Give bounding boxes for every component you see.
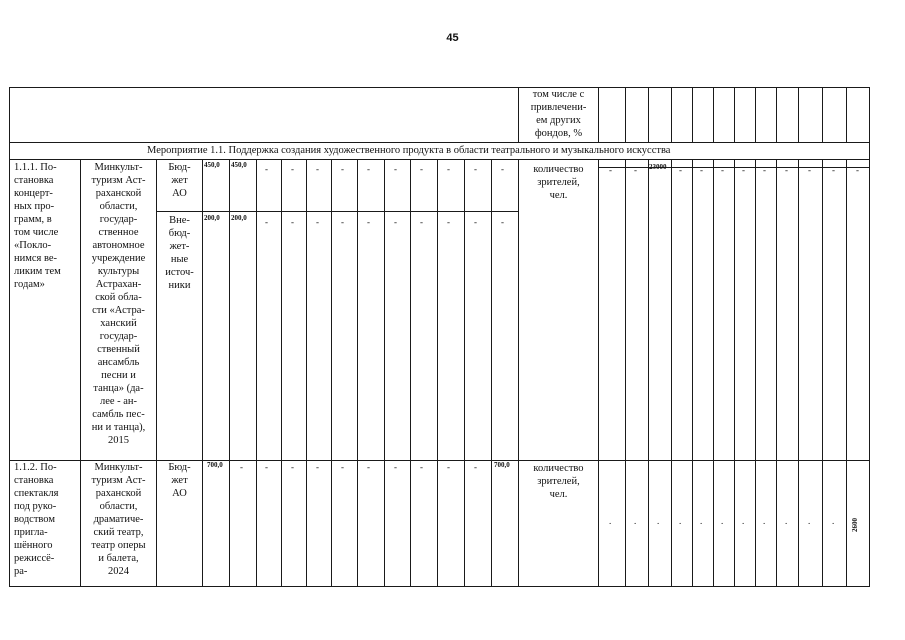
row1-indicator-dash: - (721, 165, 724, 175)
row1-executor-line: ни и танца), (91, 422, 146, 433)
body-col-line (598, 159, 599, 587)
indicator-line: чел. (549, 489, 568, 500)
header-bottom-border (9, 142, 870, 143)
row2-indicator-dot: . (657, 516, 660, 526)
header-col-line (713, 87, 714, 143)
header-indicator-line: том числе с (532, 89, 585, 100)
row2-indicator-dot: . (785, 516, 788, 526)
row1-indicator-dash: - (634, 165, 637, 175)
indicator-line: количество (533, 164, 584, 175)
source-line: жет (171, 175, 188, 186)
row1-budget-total: 450,0 (204, 161, 220, 169)
indicator-line: количество (533, 463, 584, 474)
row2-name-line: спектакля (14, 488, 59, 499)
row2-indicator-dot: . (634, 516, 637, 526)
body-col-line (437, 159, 438, 587)
source-line: жет- (169, 241, 190, 252)
row1-indicator-dash: - (700, 165, 703, 175)
row1-budget-dash: - (447, 164, 450, 174)
header-col-line (822, 87, 823, 143)
row1-indicator-dash: - (763, 165, 766, 175)
row2-budget-dash: - (394, 462, 397, 472)
row1-executor-line: Минкульт- (94, 162, 143, 173)
row1-name-line: ликим тем (14, 266, 61, 277)
source-line: бюд- (168, 228, 191, 239)
row1-budget-dash: - (316, 164, 319, 174)
body-col-line (202, 159, 203, 587)
row2-name-line: водством (14, 514, 56, 525)
row1-name-line: годам» (14, 279, 45, 290)
body-col-line (491, 159, 492, 587)
header-col-line (671, 87, 672, 143)
row2-executor-line: и балета, (98, 553, 139, 564)
row2-name-line: становка (14, 475, 54, 486)
row1-budget-dash: - (394, 164, 397, 174)
header-col-line (625, 87, 626, 143)
row1-indicator-dash: - (832, 165, 835, 175)
row1-executor-line: культуры (97, 266, 140, 277)
row1-indicator-dash: - (856, 165, 859, 175)
row1-executor-line: раханской (95, 188, 142, 199)
body-col-line (713, 159, 714, 587)
row2-budget-2024: 700,0 (494, 461, 510, 469)
row1-executor-line: танца» (да- (93, 383, 144, 394)
source-line: Бюд- (168, 462, 191, 473)
row2-indicator-dot: . (679, 516, 682, 526)
row1-executor-line: сти «Астра- (92, 305, 145, 316)
row2-executor-line: драматиче- (93, 514, 144, 525)
body-col-line (755, 159, 756, 587)
body-col-line (625, 159, 626, 587)
row1-extra-dash: - (316, 217, 319, 227)
source-line: АО (172, 188, 187, 199)
row1-extra-dash: - (447, 217, 450, 227)
row2-name-line: под руко- (14, 501, 57, 512)
body-col-line (846, 159, 847, 587)
indicator-line: зрителей, (537, 476, 580, 487)
row1-executor-line: самбль пес- (92, 409, 145, 420)
body-col-line (384, 159, 385, 587)
body-col-line (357, 159, 358, 587)
row2-executor-line: ский театр, (93, 527, 144, 538)
row2-indicator-dot: . (742, 516, 745, 526)
row1-name-line: концерт- (14, 188, 53, 199)
row2-indicator-dot: . (721, 516, 724, 526)
row2-budget-dash: - (291, 462, 294, 472)
row1-executor-line: автономное (92, 240, 145, 251)
row1-budget-dash: - (420, 164, 423, 174)
row1-indicator-dash: - (609, 165, 612, 175)
row1-indicator (519, 163, 598, 202)
row2-executor-line: области, (99, 501, 138, 512)
row1-source-extrabudget (157, 214, 202, 292)
row2-executor-line: театр оперы (91, 540, 146, 551)
row1-name-line: «Покло- (14, 240, 52, 251)
row2-indicator-dot: . (763, 516, 766, 526)
row1-executor-line: 2015 (108, 435, 129, 446)
row2-indicator-dot: . (808, 516, 811, 526)
row2-budget-dash: - (240, 462, 243, 472)
header-col-line (776, 87, 777, 143)
row2-name (14, 461, 58, 578)
row1-budget-dash: - (341, 164, 344, 174)
source-line: ные (170, 254, 189, 265)
header-indicator-cell (519, 88, 598, 140)
row1-extra-2015: 200,0 (231, 214, 247, 222)
header-col-line (734, 87, 735, 143)
table-top-border (9, 87, 870, 88)
row2-budget-dash: - (341, 462, 344, 472)
table-right-border (869, 87, 870, 587)
body-col-line (410, 159, 411, 587)
header-col-line (798, 87, 799, 143)
row2-indicator-dot: . (700, 516, 703, 526)
body-col-line (648, 159, 649, 587)
row1-name-line: становка (14, 175, 54, 186)
body-col-line (518, 159, 519, 587)
row1-name-line: нимся ве- (14, 253, 58, 264)
indicator-line: зрителей, (537, 177, 580, 188)
source-line: ники (168, 280, 191, 291)
body-col-line (281, 159, 282, 587)
row2-source-budget (157, 461, 202, 500)
row1-executor-line: ансамбль (97, 357, 140, 368)
row2-name-line: шённого (14, 540, 53, 551)
body-col-line (671, 159, 672, 587)
source-line: Бюд- (168, 162, 191, 173)
source-line: жет (171, 475, 188, 486)
page-number: 45 (446, 32, 459, 44)
row1-indicator-dash: - (679, 165, 682, 175)
row2-indicator-value: 2600 (851, 518, 859, 532)
row2-executor (81, 461, 156, 578)
header-col-line (692, 87, 693, 143)
row1-extra-dash: - (291, 217, 294, 227)
body-col-line (256, 159, 257, 587)
row1-budget-dash: - (291, 164, 294, 174)
row2-executor-line: туризм Аст- (91, 475, 146, 486)
row1-name (14, 161, 61, 291)
row2-indicator-dot: . (609, 516, 612, 526)
row1-name-line: том числе (14, 227, 59, 238)
header-col-line (598, 87, 599, 143)
row2-budget-dash: - (265, 462, 268, 472)
row1-indicator-dash: - (742, 165, 745, 175)
row2-indicator (519, 462, 598, 501)
row1-extra-dash: - (474, 217, 477, 227)
row2-name-line: ра- (14, 566, 28, 577)
body-col-line (798, 159, 799, 587)
row2-budget-dash: - (367, 462, 370, 472)
body-col-line (822, 159, 823, 587)
row1-extra-dash: - (394, 217, 397, 227)
row1-extra-dash: - (501, 217, 504, 227)
header-indicator-line: привлечени- (530, 102, 587, 113)
indicator-line: чел. (549, 190, 568, 201)
row1-executor-line: лее - ан- (99, 396, 138, 407)
row1-budget-dash: - (474, 164, 477, 174)
row1-name-line: 1.1.1. По- (14, 162, 57, 173)
table-bottom-border (9, 586, 870, 587)
row2-name-line: режиссё- (14, 553, 55, 564)
body-col-line (229, 159, 230, 587)
row2-executor-line: Минкульт- (94, 462, 143, 473)
row2-name-line: пригла- (14, 527, 48, 538)
body-col-line (331, 159, 332, 587)
section-title: Мероприятие 1.1. Поддержка создания художественного продукта в области театрального и музыкального искусства (147, 145, 671, 156)
body-col-line (692, 159, 693, 587)
row1-name-line: ных про- (14, 201, 55, 212)
row2-executor-line: раханской (95, 488, 142, 499)
row2-budget-dash: - (447, 462, 450, 472)
row1-executor (81, 161, 156, 447)
source-line: источ- (165, 267, 194, 278)
row1-executor-line: песни и (101, 370, 136, 381)
row1-extra-dash: - (265, 217, 268, 227)
row1-budget-dash: - (367, 164, 370, 174)
row2-budget-dash: - (316, 462, 319, 472)
row1-budget-dash: - (265, 164, 268, 174)
row1-budget-dash: - (501, 164, 504, 174)
row1-executor-line: Астрахан- (95, 279, 142, 290)
row2-indicator-dot: . (832, 516, 835, 526)
row1-extra-dash: - (367, 217, 370, 227)
body-col-line (464, 159, 465, 587)
header-col-line (846, 87, 847, 143)
row1-executor-line: государ- (99, 214, 138, 225)
source-line: АО (172, 488, 187, 499)
row2-budget-total: 700,0 (207, 461, 223, 469)
row1-executor-line: туризм Аст- (91, 175, 146, 186)
body-col-line (776, 159, 777, 587)
row1-indicator-dash: - (808, 165, 811, 175)
body-col-line (734, 159, 735, 587)
source-line: Вне- (169, 215, 190, 226)
header-indicator-line: фондов, % (534, 128, 583, 139)
row2-budget-dash: - (420, 462, 423, 472)
row1-indicator-dash: - (785, 165, 788, 175)
row1-extra-total: 200,0 (204, 214, 220, 222)
row1-executor-line: области, (99, 201, 138, 212)
table-left-border (9, 87, 10, 587)
section-title-bottom-border (9, 159, 870, 160)
row1-executor-line: ханский (100, 318, 137, 329)
row1-source-budget (157, 161, 202, 200)
header-col-line (648, 87, 649, 143)
row1-executor-line: ственный (97, 344, 140, 355)
row1-executor-line: учреждение (91, 253, 146, 264)
row1-extra-dash: - (420, 217, 423, 227)
row1-name-line: грамм, в (14, 214, 52, 225)
header-col-line (755, 87, 756, 143)
row2-executor-line: 2024 (108, 566, 129, 577)
row1-extra-dash: - (341, 217, 344, 227)
row2-budget-dash: - (474, 462, 477, 472)
header-indicator-line: ем других (536, 115, 581, 126)
row2-name-line: 1.1.2. По- (14, 462, 57, 473)
row1-budget-2015: 450,0 (231, 161, 247, 169)
row1-indicator-value: 23000 (649, 163, 667, 171)
row1-executor-line: ственное (98, 227, 139, 238)
row1-executor-line: ской обла- (95, 292, 142, 303)
body-col-line (306, 159, 307, 587)
row1-executor-line: государ- (99, 331, 138, 342)
